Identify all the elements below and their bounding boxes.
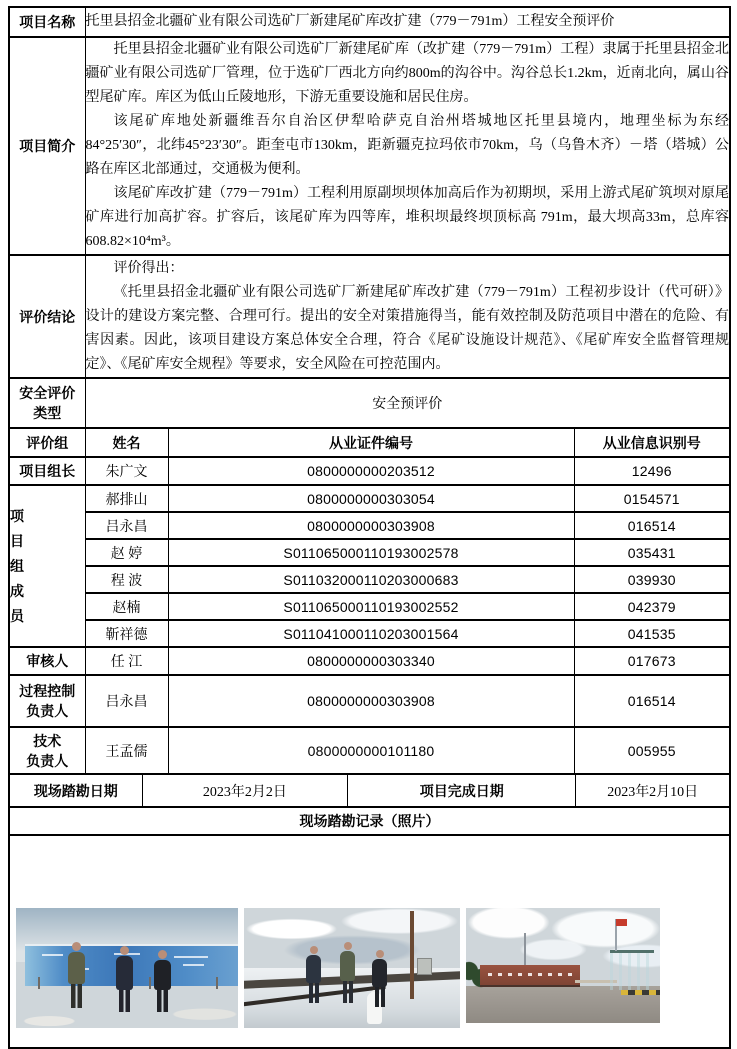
row-eval-type bbox=[9, 378, 730, 428]
member-id: 039930 bbox=[574, 566, 730, 593]
conclusion-label: 评价结论 bbox=[9, 255, 85, 378]
row-process-control bbox=[9, 675, 730, 727]
row-conclusion bbox=[9, 255, 730, 378]
member-id: 035431 bbox=[574, 539, 730, 566]
project-intro-label: 项目简介 bbox=[9, 37, 85, 255]
member-name: 程 波 bbox=[85, 566, 168, 593]
row-member-2 bbox=[9, 512, 730, 539]
dates-row bbox=[9, 774, 730, 807]
row-team-header bbox=[9, 428, 730, 457]
eval-type-label bbox=[9, 378, 85, 428]
row-leader bbox=[9, 457, 730, 485]
conclusion-paragraph-2: 《托里县招金北疆矿业有限公司选矿厂新建尾矿库改扩建（779－791m）工程初步设计（代可研）》设计的建设方案完整、合理可行。提出的安全对策措施得当，能有效控制及防范项目中潜在的危险、有害因素。因此，该项目建设方案总体安全合理，符合《尾矿设施设计规范》、《尾矿库安全监督管理规定》、《尾矿库安全规程》等要求，安全风险在可控范围内。 bbox=[85, 284, 729, 372]
photos-cell bbox=[9, 835, 730, 1048]
photos-header: 现场踏勘记录（照片） bbox=[9, 807, 730, 835]
member-name: 赵 婷 bbox=[85, 539, 168, 566]
person-2 bbox=[340, 942, 355, 1003]
row-project-name bbox=[9, 7, 730, 37]
member-id: 042379 bbox=[574, 593, 730, 620]
technical-cert: 0800000000101180 bbox=[168, 727, 574, 774]
team-group-label: 评价组 bbox=[9, 428, 85, 457]
column-header-cert: 从业证件编号 bbox=[168, 428, 574, 457]
pole-box bbox=[417, 958, 432, 975]
row-member-4 bbox=[9, 566, 730, 593]
member-id: 041535 bbox=[574, 620, 730, 647]
site-photo-signboard bbox=[16, 908, 238, 1028]
reviewer-cert: 0800000000303340 bbox=[168, 647, 574, 675]
technical-label: 技术 负责人 bbox=[9, 727, 85, 774]
member-cert: S011065000110193002578 bbox=[168, 539, 574, 566]
project-name-label: 项目名称 bbox=[9, 7, 85, 37]
pole bbox=[410, 911, 414, 999]
member-name: 吕永昌 bbox=[85, 512, 168, 539]
photo-strip bbox=[10, 856, 729, 1028]
site-photo-entrance-gate bbox=[466, 908, 660, 1023]
reviewer-id: 017673 bbox=[574, 647, 730, 675]
column-header-id: 从业信息识别号 bbox=[574, 428, 730, 457]
member-cert: S011032000110203000683 bbox=[168, 566, 574, 593]
eval-type-value: 安全预评价 bbox=[85, 378, 730, 428]
row-photos bbox=[9, 835, 730, 1048]
member-id: 0154571 bbox=[574, 485, 730, 512]
row-member-3 bbox=[9, 539, 730, 566]
intro-paragraph-2: 该尾矿库地处新疆维吾尔自治区伊犁哈萨克自治州塔城地区托里县境内，地理坐标为东经84°25′30″，北纬45°23′30″。距奎屯市130km，距新疆克拉玛依市70km，乌（乌鲁木齐）－塔（塔城）公路在库区北部通过，交通极为便利。 bbox=[85, 114, 729, 177]
member-id: 016514 bbox=[574, 512, 730, 539]
row-member-5 bbox=[9, 593, 730, 620]
member-name: 郝排山 bbox=[85, 485, 168, 512]
project-name-value: 托里县招金北疆矿业有限公司选矿厂新建尾矿库改扩建（779－791m）工程安全预评价 bbox=[85, 7, 730, 37]
eval-type-label-line2: 类型 bbox=[33, 405, 62, 421]
technical-name: 王孟儒 bbox=[85, 727, 168, 774]
members-label: 项 目 组 成 员 bbox=[9, 485, 85, 647]
eval-type-label-line1: 安全评价 bbox=[19, 385, 76, 401]
process-control-label: 过程控制 负责人 bbox=[9, 675, 85, 727]
leader-label: 项目组长 bbox=[9, 457, 85, 485]
row-member-6 bbox=[9, 620, 730, 647]
intro-paragraph-1: 托里县招金北疆矿业有限公司选矿厂新建尾矿库（改扩建（779－791m）工程）隶属于托里县招金北疆矿业有限公司选矿厂管理，位于选矿厂西北方向约800m的沟谷中。沟谷总长1.2km，近南北向，属山谷型尾矿库。库区为低山丘陵地形，下游无重要设施和居民住房。 bbox=[85, 42, 729, 105]
person-3 bbox=[372, 950, 387, 1007]
member-cert: 0800000000303054 bbox=[168, 485, 574, 512]
person-3 bbox=[154, 950, 171, 1012]
evaluation-summary-table bbox=[8, 6, 731, 1049]
row-technical bbox=[9, 727, 730, 774]
technical-id: 005955 bbox=[574, 727, 730, 774]
intro-paragraph-3: 该尾矿库改扩建（779－791m）工程利用原副坝坝体加高后作为初期坝，采用上游式尾矿筑坝对原尾矿库进行加高扩容。扩容后，该尾矿库为四等库，堆积坝最终坝顶标高 791m，最大坝高33m，总库容608.82×10⁴m³。 bbox=[85, 186, 729, 249]
striped-curb bbox=[621, 990, 660, 995]
person-1 bbox=[68, 942, 85, 1008]
person-2 bbox=[116, 946, 133, 1012]
process-control-id: 016514 bbox=[574, 675, 730, 727]
member-name: 靳祥德 bbox=[85, 620, 168, 647]
row-project-intro bbox=[9, 37, 730, 255]
reviewer-name: 任 江 bbox=[85, 647, 168, 675]
completion-date-label: 项目完成日期 bbox=[347, 775, 575, 806]
member-cert: S011065000110193002552 bbox=[168, 593, 574, 620]
member-cert: S011041000110203001564 bbox=[168, 620, 574, 647]
conclusion-paragraph-1: 评价得出： bbox=[113, 260, 184, 276]
site-photo-snow-dam bbox=[244, 908, 460, 1028]
survey-date-value: 2023年2月2日 bbox=[142, 775, 347, 806]
row-member-1 bbox=[9, 485, 730, 512]
member-cert: 0800000000303908 bbox=[168, 512, 574, 539]
leader-name: 朱广文 bbox=[85, 457, 168, 485]
person-1 bbox=[306, 946, 321, 1003]
red-brown-sign-wall bbox=[480, 965, 581, 987]
project-intro-text bbox=[85, 37, 730, 255]
survey-date-label: 现场踏勘日期 bbox=[33, 782, 118, 799]
row-photos-header bbox=[9, 807, 730, 835]
completion-date-value: 2023年2月10日 bbox=[575, 775, 729, 806]
process-control-cert: 0800000000303908 bbox=[168, 675, 574, 727]
mast bbox=[524, 933, 526, 968]
red-flag bbox=[616, 919, 627, 926]
conclusion-text bbox=[85, 255, 730, 378]
gatehouse bbox=[610, 950, 655, 990]
leader-id: 12496 bbox=[574, 457, 730, 485]
row-reviewer bbox=[9, 647, 730, 675]
reviewer-label: 审核人 bbox=[9, 647, 85, 675]
row-dates bbox=[9, 774, 730, 807]
column-header-name: 姓名 bbox=[85, 428, 168, 457]
leader-cert: 0800000000203512 bbox=[168, 457, 574, 485]
process-control-name: 吕永昌 bbox=[85, 675, 168, 727]
member-name: 赵楠 bbox=[85, 593, 168, 620]
